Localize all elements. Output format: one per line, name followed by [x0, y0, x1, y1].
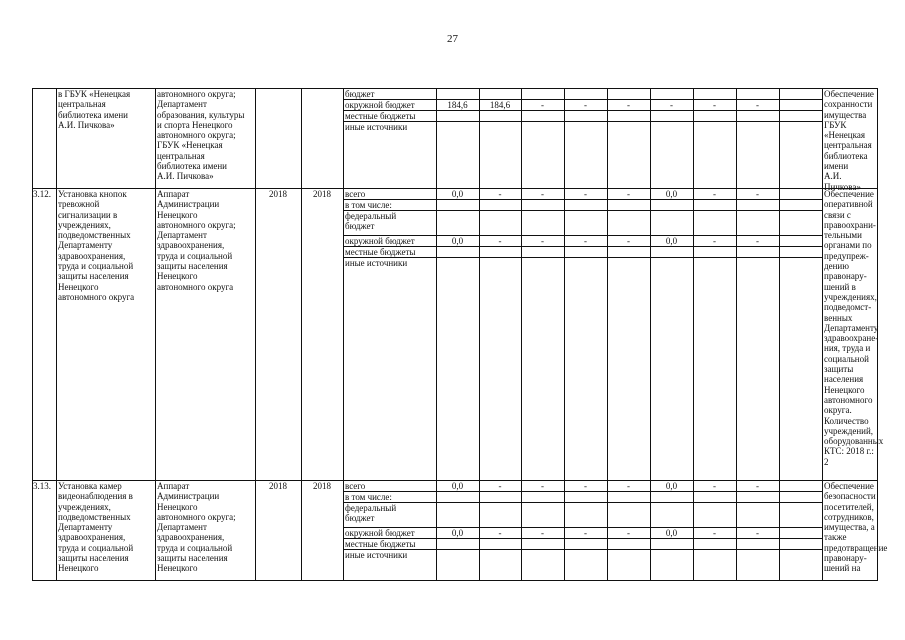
funding-source-label: иные источники [345, 258, 408, 268]
funding-value: 184,6 [447, 100, 468, 110]
column-divider [822, 88, 823, 581]
column-divider [155, 88, 156, 581]
funding-value: - [756, 481, 759, 491]
funding-source-label: местные бюджеты [345, 247, 416, 257]
funding-source-label: федеральный бюджет [345, 503, 397, 524]
funding-source-label: в том числе: [345, 200, 392, 210]
funding-value: - [627, 528, 630, 538]
column-divider [736, 88, 737, 581]
funding-source-label: иные источники [345, 550, 408, 560]
funding-value: - [541, 481, 544, 491]
year-end: 2018 [313, 481, 331, 491]
column-divider [56, 88, 57, 581]
row-number: 3.12. [33, 189, 51, 199]
funding-value: - [756, 236, 759, 246]
funding-value: - [713, 236, 716, 246]
funding-value: 184,6 [489, 100, 511, 110]
column-divider [650, 88, 651, 581]
year-end: 2018 [313, 189, 331, 199]
funding-source-label: окружной бюджет [345, 236, 415, 246]
funding-source-label: всего [345, 481, 366, 491]
measure-name: Установка кнопок тревожной сигнализации в учреждениях, подведомственных Департаменту здравоохранения, труда и социальной защиты населения Ненецкого автономного округа [58, 189, 135, 302]
funding-value: - [627, 236, 630, 246]
executor: Аппарат Администрации Ненецкого автономного округа; Департамент здравоохранения, труда и социальной защиты населения Ненецкого [157, 481, 236, 574]
funding-value: - [584, 481, 587, 491]
funding-value: - [584, 236, 587, 246]
funding-source-label: окружной бюджет [345, 100, 415, 110]
column-divider [301, 88, 302, 581]
funding-value: - [756, 189, 759, 199]
funding-value: - [498, 528, 502, 538]
measure-name: Установка камер видеонаблюдения в учреждениях, подведомственных Департаменту здравоохранения, труда и социальной защиты населения Ненецкого [58, 481, 134, 574]
funding-value: 0,0 [665, 528, 678, 538]
funding-value: 0,0 [451, 528, 464, 538]
column-divider [564, 88, 565, 581]
funding-value: - [584, 189, 587, 199]
result-description: Обеспечение оперативной связи с правоохрани- тельными органами по предупреж- дению правонару- шений в учреждениях, подведомст- венных Департаменту здравоохране- ния, труда и социальной защиты населения Ненецкого автономного округа. Количество учреждений, оборудованных КТС: 2018 г.: 2 [824, 189, 884, 467]
column-divider [521, 88, 522, 581]
column-divider [436, 88, 437, 581]
funding-value: - [498, 236, 502, 246]
funding-source-label: местные бюджеты [345, 539, 416, 549]
column-divider [693, 88, 694, 581]
funding-value: - [541, 528, 544, 538]
funding-value: 0,0 [451, 189, 464, 199]
funding-value: - [627, 189, 630, 199]
column-divider [343, 88, 344, 581]
funding-value: - [756, 528, 759, 538]
funding-value: - [670, 100, 673, 110]
funding-value: - [541, 189, 544, 199]
funding-source-label: бюджет [345, 89, 375, 99]
funding-value: 0,0 [665, 189, 678, 199]
funding-source-label: местные бюджеты [345, 111, 416, 121]
result-description: Обеспечение безопасности посетителей, сотрудников, имущества, а также предотвращение правонару- шений на [824, 481, 888, 574]
funding-value: - [498, 189, 502, 199]
funding-value: - [713, 189, 716, 199]
funding-value: 0,0 [665, 236, 678, 246]
funding-source-label: федеральный бюджет [345, 211, 397, 232]
column-divider [255, 88, 256, 581]
result-description: Обеспечение сохранности имущества ГБУК «Ненецкая центральная библиотека имени А.И. Пичкова» [824, 89, 874, 192]
funding-value: - [541, 100, 544, 110]
table-border-bottom [32, 580, 878, 581]
column-divider [779, 88, 780, 581]
funding-source-label: иные источники [345, 122, 408, 132]
funding-value: - [756, 100, 759, 110]
funding-value: - [713, 481, 716, 491]
year-start: 2018 [269, 481, 287, 491]
funding-source-label: всего [345, 189, 366, 199]
funding-source-label: окружной бюджет [345, 528, 415, 538]
funding-value: 0,0 [451, 236, 464, 246]
year-start: 2018 [269, 189, 287, 199]
funding-value: - [498, 481, 502, 491]
funding-source-label: в том числе: [345, 492, 392, 502]
column-divider [479, 88, 480, 581]
measure-name: в ГБУК «Ненецкая центральная библиотека имени А.И. Пичкова» [58, 89, 131, 130]
funding-value: 0,0 [451, 481, 464, 491]
executor: автономного округа; Департамент образования, культуры и спорта Ненецкого автономного округа; ГБУК «Ненецкая центральная библиотека имени А.И. Пичкова» [157, 89, 245, 182]
table-border-left [32, 88, 33, 581]
column-divider [607, 88, 608, 581]
funding-value: - [713, 528, 716, 538]
row-number: 3.13. [33, 481, 51, 491]
funding-value: - [627, 100, 630, 110]
budget-table [32, 88, 888, 581]
funding-value: - [713, 100, 716, 110]
funding-value: - [627, 481, 630, 491]
page-number: 27 [447, 33, 458, 45]
executor: Аппарат Администрации Ненецкого автономного округа; Департамент здравоохранения, труда и социальной защиты населения Ненецкого автономного округа [157, 189, 236, 292]
funding-value: 0,0 [665, 481, 678, 491]
funding-value: - [584, 100, 587, 110]
funding-value: - [541, 236, 544, 246]
funding-value: - [584, 528, 587, 538]
